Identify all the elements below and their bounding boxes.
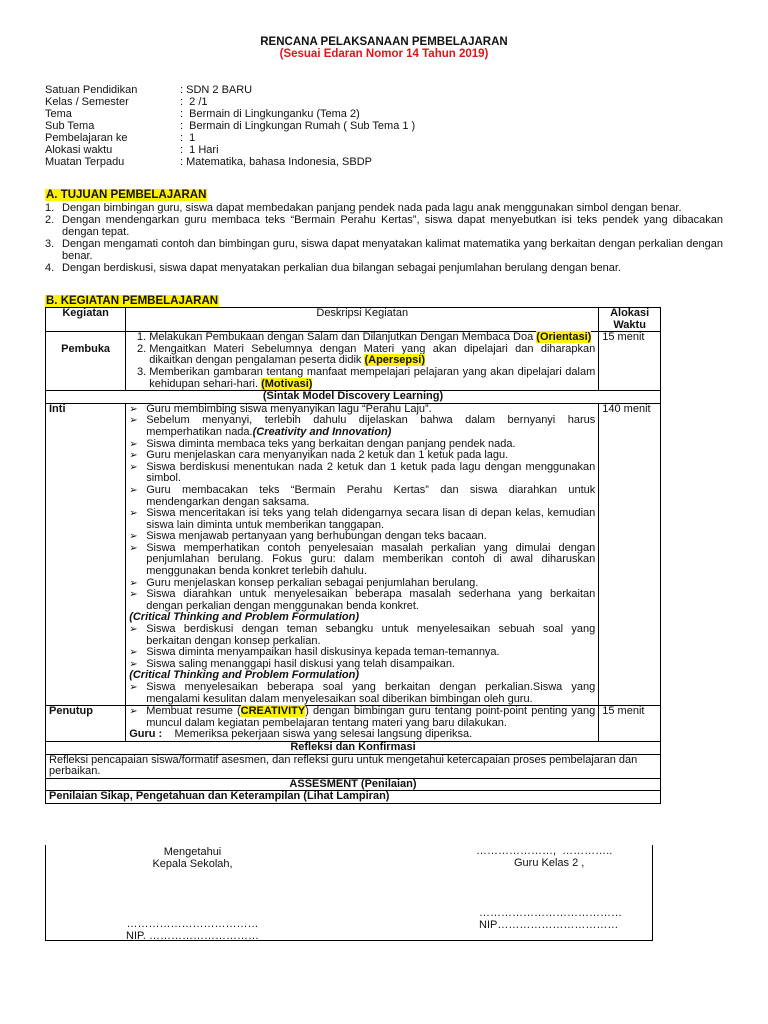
arrow-bullet-icon: ➢ (129, 415, 138, 427)
identity-row (45, 120, 645, 132)
identity-label: Alokasi waktu (45, 144, 113, 156)
signature-space (126, 870, 259, 918)
identity-row (45, 96, 645, 108)
identity-row (45, 84, 645, 96)
inti-item-text: Siswa menceritakan isi teks yang telah didengarnya secara lisan di depan kelas, kemudian siswa lain diminta untuk memberikan tanggapan. (146, 507, 596, 531)
pembuka-list (129, 332, 595, 390)
signature-block (45, 845, 653, 941)
arrow-bullet-icon: ➢ (129, 403, 138, 415)
identity-label: Sub Tema (45, 120, 95, 132)
identity-label: Muatan Terpadu (45, 156, 125, 168)
objective-text: Dengan mengamati contoh dan bimbingan guru, siswa dapat menyatakan kalimat matematika yang berkaitan dengan perkalian dengan benar. (62, 238, 723, 262)
identity-row (45, 132, 645, 144)
pembuka-item-text: Mengaitkan Materi Sebelumnya dengan Materi yang akan dipelajari dan diharapkan dikaitkan dengan pengalaman peserta didik (149, 342, 596, 367)
identity-block (45, 84, 645, 168)
inti-item-text: Siswa diarahkan untuk menyelesaikan beberapa masalah sederhana yang berkaitan dengan perkalian dengan menggunakan benda konkret. (146, 588, 596, 612)
identity-label: Tema (45, 108, 72, 120)
inti-list-1 (129, 404, 595, 613)
arrow-bullet-icon: ➢ (129, 577, 138, 589)
section-b-heading-text: B. KEGIATAN PEMBELAJARAN (46, 295, 219, 307)
inti-item-text: Sebelum menyanyi, terlebih dahulu dijelaskan bahwa dalam bernyanyi harus memperhatikan nada. (146, 414, 596, 438)
skill-tag: (Creativity and Innovation) (252, 425, 392, 438)
skill-tag: (Critical Thinking and Problem Formulation) (129, 669, 359, 682)
list-item (129, 415, 595, 438)
pembuka-item-text: Memberikan gambaran tentang manfaat mempelajari pelajaran yang akan dipelajari dalam kehidupan sehari-hari. (149, 365, 596, 390)
list-item (129, 485, 595, 508)
page-subtitle: (Sesuai Edaran Nomor 14 Tahun 2019) (279, 48, 489, 60)
phase-tag: (Orientasi) (536, 331, 592, 344)
arrow-bullet-icon: ➢ (129, 647, 138, 659)
sig-right-nip: NIP…………………………… (479, 919, 619, 931)
list-item (129, 706, 595, 729)
phase-tag: (Apersepsi) (364, 354, 425, 367)
arrow-bullet-icon: ➢ (129, 542, 138, 554)
inti-content (126, 403, 599, 705)
penilaian-text: Penilaian Sikap, Pengetahuan dan Keterampilan (Lihat Lampiran) (46, 791, 661, 804)
inti-item-text: Siswa memperhatikan contoh penyelesaian masalah perkalian yang dimulai dengan penjumlahan berulang. Fokus guru: dalam memberikan contoh di awal diharuskan menggunakan benda konkret terlebih dahulu. (146, 541, 596, 578)
refleksi-title: Refleksi dan Konfirmasi (46, 741, 661, 754)
pembuka-time: 15 menit (599, 332, 661, 391)
objective-number: 4. (45, 262, 55, 274)
activities-table (45, 307, 661, 804)
sig-right-line1: …………………, ………….. (476, 845, 613, 857)
arrow-bullet-icon: ➢ (129, 682, 138, 693)
arrow-bullet-icon: ➢ (129, 531, 138, 543)
inti-list-3 (129, 682, 595, 705)
identity-value: : 1 Hari (180, 144, 219, 156)
objective-number: 2. (45, 214, 55, 226)
arrow-bullet-icon: ➢ (129, 508, 138, 520)
inti-row (46, 403, 661, 705)
identity-row (45, 108, 645, 120)
penilaian-row (46, 791, 661, 804)
objective-number: 1. (45, 202, 55, 214)
identity-value: : Bermain di Lingkungan Rumah ( Sub Tema 1 ) (180, 120, 416, 132)
list-item (129, 624, 595, 647)
signature-space (436, 869, 622, 907)
arrow-bullet-icon: ➢ (129, 624, 138, 636)
header-deskripsi: Deskripsi Kegiatan (126, 308, 599, 332)
identity-value: : 1 (180, 132, 196, 144)
list-item (129, 543, 595, 578)
inti-label: Inti (46, 403, 126, 705)
guru-line (129, 729, 595, 741)
sig-left-line1: Mengetahui (163, 846, 222, 858)
arrow-bullet-icon: ➢ (129, 484, 138, 496)
list-item (149, 367, 595, 390)
objective-item (45, 238, 723, 262)
sig-left-nip: NIP. ………………………… (126, 930, 260, 942)
inti-time: 140 menit (599, 403, 661, 705)
refleksi-title-row (46, 741, 661, 754)
identity-value: : Matematika, bahasa Indonesia, SBDP (180, 156, 372, 168)
inti-item-text: Siswa diminta menyampaikan hasil diskusinya kepada teman-temannya. (146, 646, 500, 659)
signature-left (126, 846, 259, 942)
list-item (129, 659, 595, 671)
sig-left-dots: ……………………………… (126, 918, 259, 930)
identity-label: Satuan Pendidikan (45, 84, 138, 96)
objective-number: 3. (45, 238, 55, 250)
sintak-row (46, 391, 661, 404)
inti-item-text: Siswa menjawab pertanyaan yang berhubungan dengan teks bacaan. (146, 530, 487, 543)
objective-text: Dengan bimbingan guru, siswa dapat membedakan panjang pendek nada pada lagu anak menggunakan simbol dengan benar. (62, 202, 682, 214)
pembuka-row (46, 332, 661, 391)
page-title: RENCANA PELAKSANAAN PEMBELAJARAN (260, 36, 508, 48)
arrow-bullet-icon: ➢ (129, 461, 138, 473)
sig-right-line2: Guru Kelas 2 , (514, 857, 585, 869)
signature-right (436, 845, 622, 931)
inti-list-2 (129, 624, 595, 670)
inti-item-text: Siswa diminta membaca teks yang berkaitan dengan panjang pendek nada. (146, 437, 516, 450)
guru-label: Guru : (129, 728, 163, 741)
identity-value: : 2 /1 (180, 96, 208, 108)
assesment-row (46, 778, 661, 791)
arrow-bullet-icon: ➢ (129, 706, 138, 718)
section-a-heading (45, 189, 207, 201)
inti-item-text: Guru menjelaskan konsep perkalian sebagai penjumlahan berulang. (146, 576, 479, 589)
phase-tag: (Motivasi) (261, 377, 313, 390)
penutup-content (126, 706, 599, 742)
inti-item-text: Siswa berdiskusi dengan teman sebangku untuk menyelesaikan sebuah soal yang berkaitan dengan konsep perkalian. (146, 623, 596, 647)
arrow-bullet-icon: ➢ (129, 658, 138, 670)
refleksi-text-row (46, 754, 661, 778)
inti-item-text: Guru menjelaskan cara menyanyikan nada 2 ketuk dan 1 ketuk pada lagu. (146, 449, 509, 462)
list-item (129, 682, 595, 705)
inti-item-text: Siswa menyelesaikan beberapa soal yang berkaitan dengan perkalian.Siswa yang mengalami kesulitan dalam menyelesaikan soal diberikan bimbingan oleh guru. (146, 681, 596, 705)
penutup-text-post: ) dengan bimbingan guru tentang point-point penting yang muncul dalam kegiatan pembelajaran tentang materi yang baru dilakukan. (146, 705, 596, 729)
pembuka-label: Pembuka (46, 332, 126, 391)
identity-value: : Bermain di Lingkunganku (Tema 2) (180, 108, 360, 120)
header-kegiatan: Kegiatan (46, 308, 126, 332)
objective-item (45, 202, 723, 214)
list-item (129, 462, 595, 485)
section-b-heading (45, 295, 219, 307)
arrow-bullet-icon: ➢ (129, 450, 138, 462)
objective-item (45, 262, 723, 274)
identity-label: Kelas / Semester (45, 96, 129, 108)
list-item (129, 589, 595, 612)
objective-text: Dengan mendengarkan guru membaca teks “Bermain Perahu Kertas”, siswa dapat menyebutkan isi teks pendek yang dibacakan dengan tepat. (62, 214, 723, 238)
inti-item-text: Guru membimbing siswa menyanyikan lagu “Perahu Laju”. (146, 402, 432, 415)
objective-text: Dengan berdiskusi, siswa dapat menyatakan perkalian dua bilangan sebagai penjumlahan berulang dengan benar. (62, 262, 621, 274)
penutup-row (46, 706, 661, 742)
skill-tag: (Critical Thinking and Problem Formulation) (129, 611, 359, 624)
phase-tag: CREATIVITY (240, 705, 306, 718)
penutup-text-pre: Membuat resume ( (146, 705, 241, 718)
sig-right-dots: ………………………………… (479, 907, 622, 919)
assesment-title: ASSESMENT (Penilaian) (46, 778, 661, 791)
penutup-time: 15 menit (599, 706, 661, 742)
sintak-title: (Sintak Model Discovery Learning) (46, 391, 661, 404)
identity-value: : SDN 2 BARU (180, 84, 253, 96)
list-item (129, 508, 595, 531)
guru-text: Memeriksa pekerjaan siswa yang selesai langsung diperiksa. (174, 728, 473, 741)
list-item (149, 344, 595, 367)
pembuka-content (126, 332, 599, 391)
arrow-bullet-icon: ➢ (129, 438, 138, 450)
pembuka-item-text: Melakukan Pembukaan dengan Salam dan Dilanjutkan Dengan Membaca Doa (149, 331, 537, 344)
identity-row (45, 156, 645, 168)
refleksi-text: Refleksi pencapaian siswa/formatif asesmen, dan refleksi guru untuk mengetahui ketercapaian proses pembelajaran dan perbaikan. (46, 754, 661, 778)
penutup-label: Penutup (46, 706, 126, 742)
penutup-list (129, 706, 595, 729)
objectives-list (45, 202, 723, 274)
header-alokasi: Alokasi Waktu (599, 308, 661, 332)
inti-item-text: Siswa berdiskusi menentukan nada 2 ketuk dan 1 ketuk pada lagu dengan menggunakan simbol. (146, 460, 596, 485)
section-a-heading-text: A. TUJUAN PEMBELAJARAN (46, 189, 207, 201)
inti-item-text: Guru membacakan teks “Bermain Perahu Kertas” dan siswa diarahkan untuk mendengarkan dengan saksama. (146, 483, 596, 508)
identity-label: Pembelajaran ke (45, 132, 128, 144)
identity-row (45, 144, 645, 156)
arrow-bullet-icon: ➢ (129, 589, 138, 601)
table-header-row (46, 308, 661, 332)
objective-item (45, 214, 723, 238)
sig-left-line2: Kepala Sekolah, (152, 858, 233, 870)
inti-item-text: Siswa saling menanggapi hasil diskusi yang telah disampaikan. (146, 657, 455, 670)
